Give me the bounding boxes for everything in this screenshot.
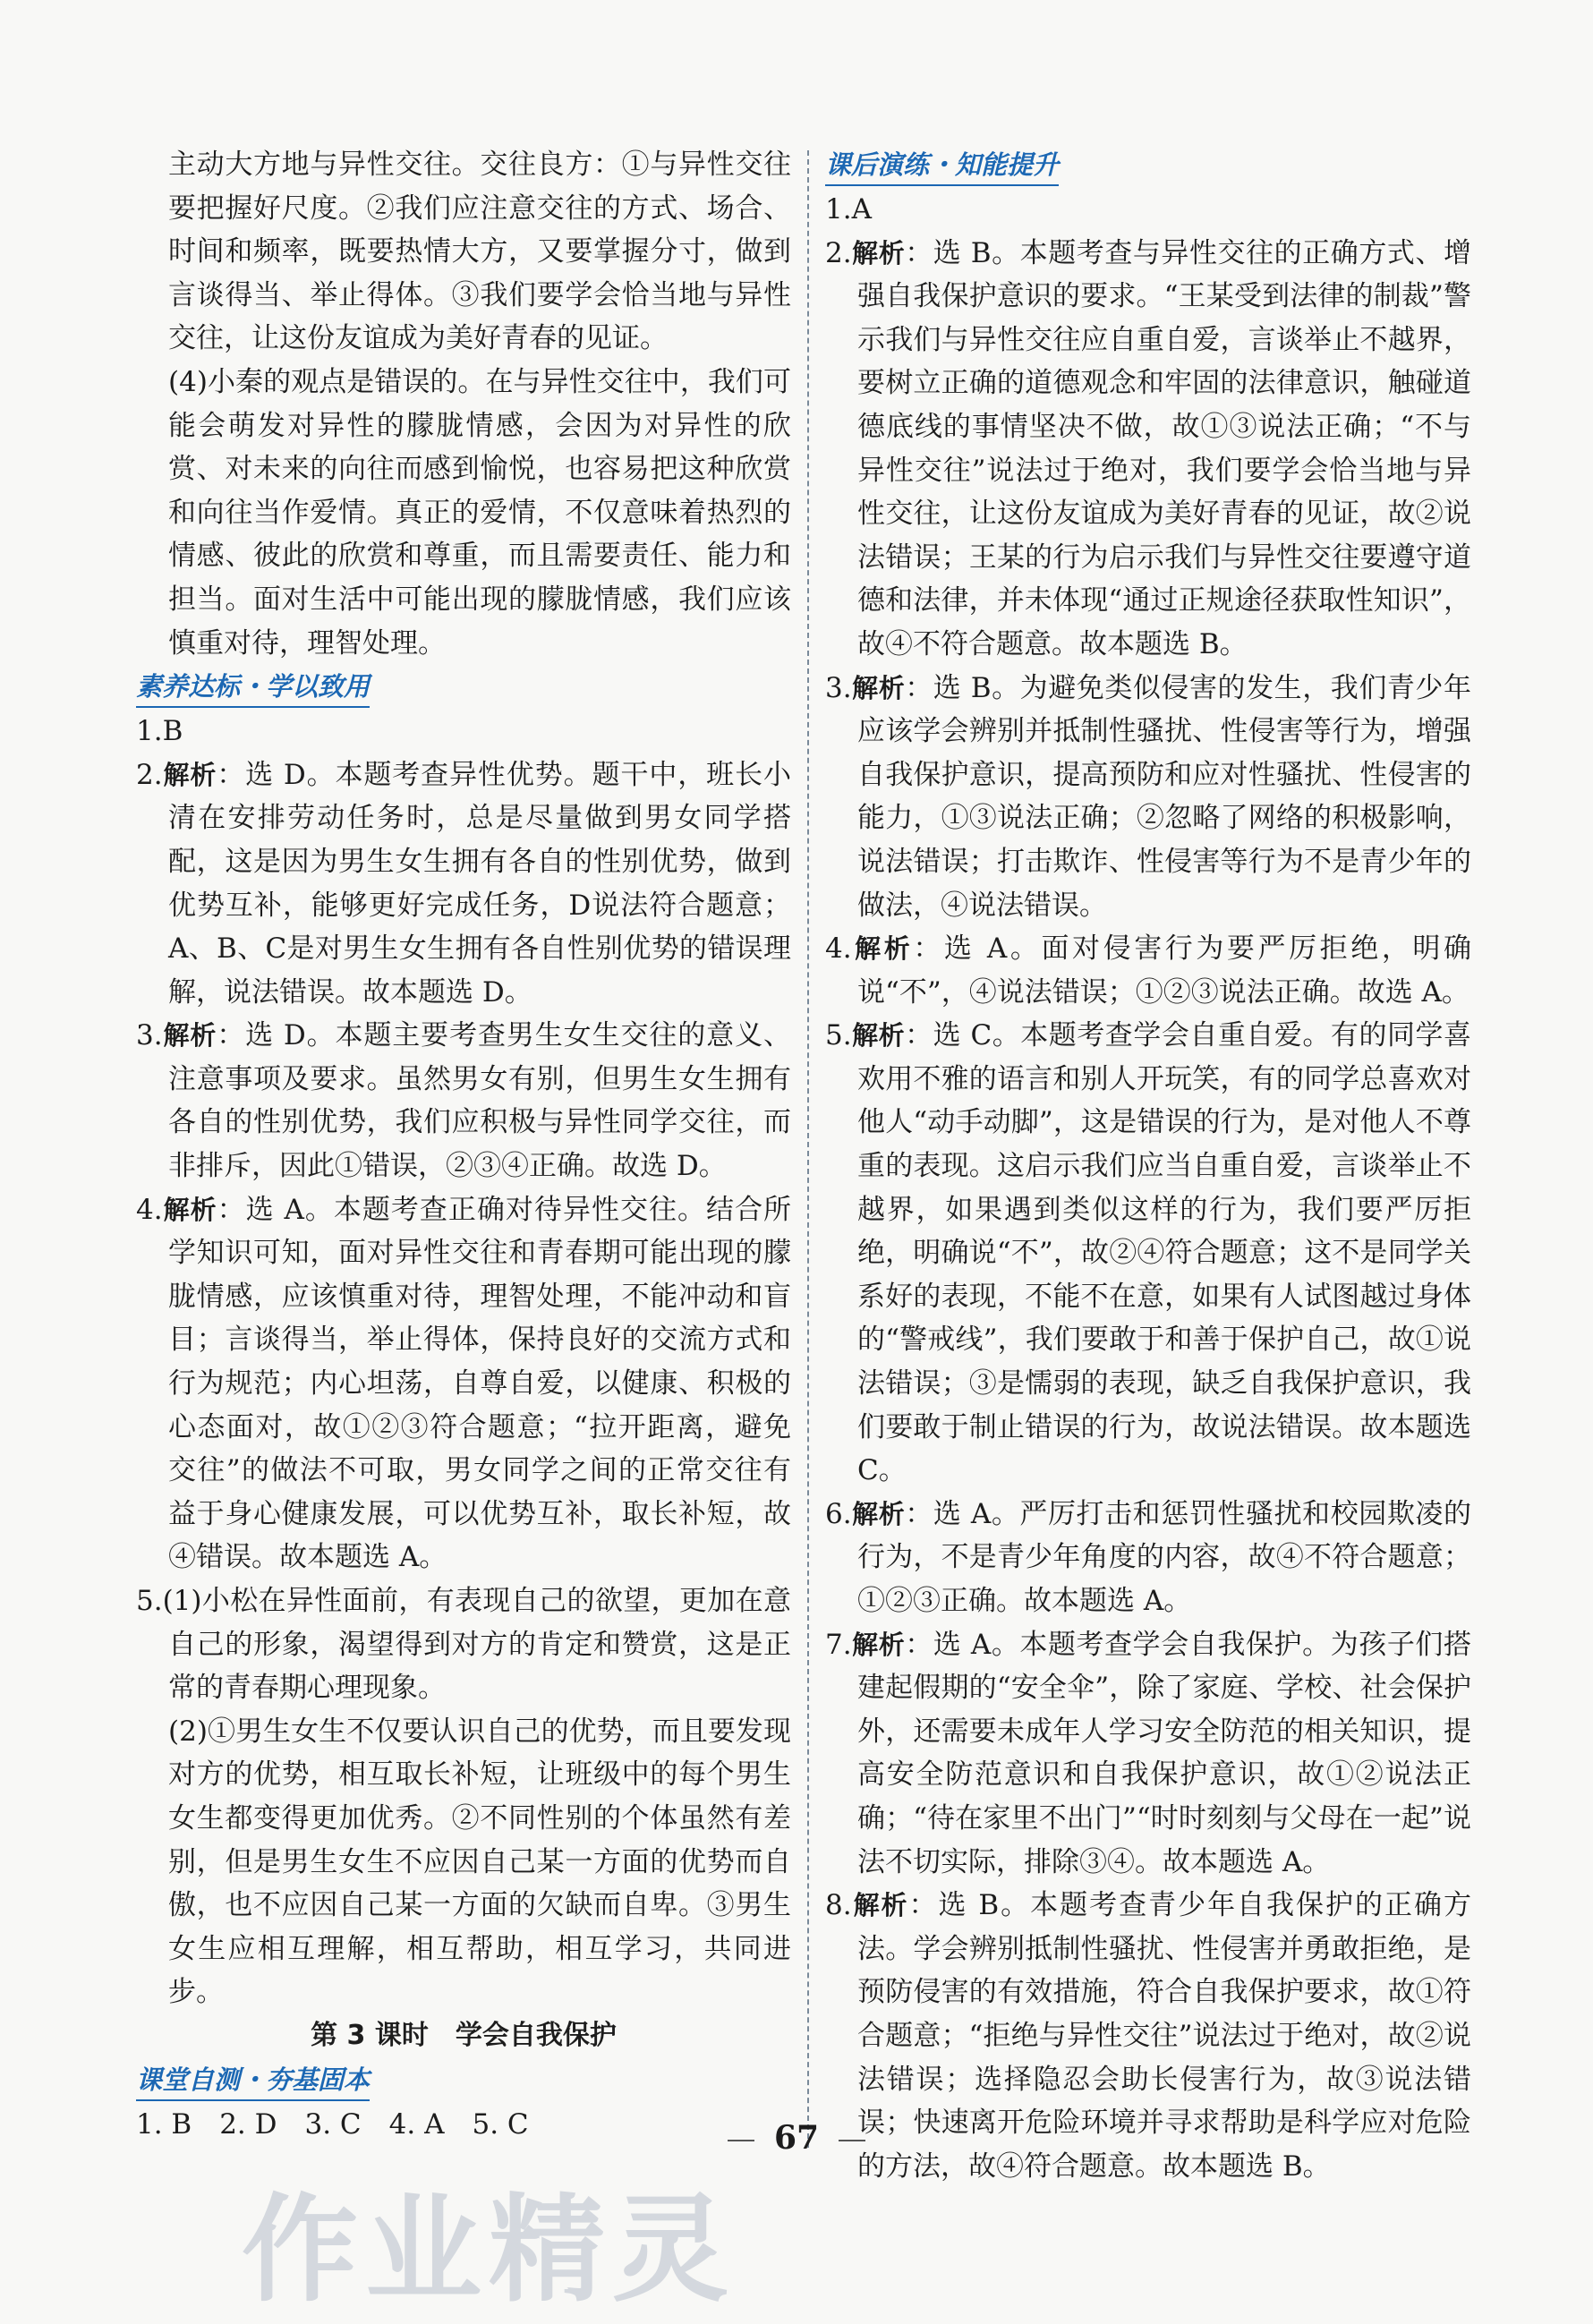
footer-rule-right [839,2140,865,2141]
footer-rule-left [728,2140,754,2141]
right-column [825,143,1471,2188]
column-divider [807,150,809,2148]
continued-paragraph: 主动大方地与异性交往。交往良方：①与异性交往要把握好尺度。②我们应注意交往的方式、场合、时间和频率，既要热情大方，又要掌握分寸，做到言谈得当、举止得体。③我们要学会恰当地与异性交往，让这份友谊成为美好青春的见证。 [168,149,791,355]
page-number: 67 [773,2119,820,2157]
item-keyword: 解析 [851,237,906,268]
item-number: 5. [136,1585,163,1617]
section-heading-practice: 素养达标・学以致用 [136,667,370,708]
answer-item [136,1188,791,1579]
answer-subitem: (2)①男生女生不仅要认识自己的优势，而且要发现对方的优势，相互取长补短，让班级中的每个男生女生都变得更加优秀。②不同性别的个体虽然有差别，但是男生女生不应因自己某一方面的优势而自傲，也不应因自己某一方面的欠缺而自卑。③男生女生应相互理解，相互帮助，相互学习，共同进步。 [168,1715,791,2009]
section-heading-selftest: 课堂自测・夯基固本 [136,2060,370,2101]
answer-item [825,927,1471,1014]
item-text: ：选 B。本题考查青少年自我保护的正确方法。学会辨别抵制性骚扰、性侵害并勇敢拒绝，是预防侵害的有效措施，符合自我保护要求，故①符合题意；“拒绝与异性交往”说法过于绝对，故②说法错误；选择隐忍会助长侵害行为，故③说法错误；快速离开危险环境并寻求帮助是科学应对危险的方法，故④符合题意。故本题选 B。 [857,1889,1471,2183]
answer-item [825,1493,1471,1623]
item-text: ：选 A。本题考查正确对待异性交往。结合所学知识可知，面对异性交往和青春期可能出现的朦胧情感，应该慎重对待，理智处理，不能冲动和盲目；言谈得当，举止得体，保持良好的交流方式和行为规范；内心坦荡，自尊自爱，以健康、积极的心态面对，故①②③符合题意；“拉开距离，避免交往”的做法不可取，男女同学之间的正常交往有益于身心健康发展，可以优势互补，取长补短，故④错误。故本题选 A。 [168,1193,791,1574]
item-number: 3. [136,1019,163,1052]
item-text: B [162,715,183,748]
item-text: ：选 B。为避免类似侵害的发生，我们青少年应该学会辨别并抵制性骚扰、性侵害等行为，增强自我保护意识，提高预防和应对性骚扰、性侵害的能力，①③说法正确；②忽略了网络的积极影响，说法错误；打击欺诈、性侵害等行为不是青少年的做法，④说法错误。 [857,671,1471,922]
item-text: ：选 D。本题考查异性优势。题干中，班长小清在安排劳动任务时，总是尽量做到男女同学搭配，这是因为男生女生拥有各自的性别优势，做到优势互补，能够更好完成任务，D说法符合题意；A、B、C是对男生女生拥有各自性别优势的错误理解，说法错误。故本题选 D。 [168,758,791,1009]
quick-answers: 1. B 2. D 3. C 4. A 5. C [136,2107,529,2141]
answer-item [136,753,791,1015]
section-heading-after-class: 课后演练・知能提升 [825,145,1059,186]
item-text: ：选 D。本题主要考查男生女生交往的意义、注意事项及要求。虽然男女有别，但男生女生拥有各自的性别优势，我们应积极与异性同学交往，而非排斥，因此①错误，②③④正确。故选 D。 [168,1019,791,1183]
item-number: 2. [136,758,163,791]
item-keyword: 解析 [851,1498,906,1529]
item-keyword: 解析 [162,1020,217,1051]
item-keyword: 解析 [851,1629,906,1660]
answer-item [825,232,1471,667]
left-column [136,143,791,2146]
item-text: ：选 A。面对侵害行为要严厉拒绝，明确说“不”，④说法错误；①②③说法正确。故选 A。 [857,932,1471,1009]
item-keyword: 解析 [851,1890,909,1921]
item-text: ：选 A。严厉打击和惩罚性骚扰和校园欺凌的行为，不是青少年角度的内容，故④不符合题意；①②③正确。故本题选 A。 [857,1497,1471,1617]
item-keyword: 解析 [851,1020,906,1051]
item-keyword: 解析 [851,672,906,703]
item-number: 4. [136,1193,163,1226]
item-number: 6. [825,1497,852,1530]
watermark-logo: 作业精灵 [242,2182,737,2318]
item-number: 3. [825,671,852,704]
answer-item [825,1014,1471,1493]
item-number: 8. [825,1889,852,1922]
item-text: ：选 C。本题考查学会自重自爱。有的同学喜欢用不雅的语言和别人开玩笑，有的同学总喜欢对他人“动手动脚”，这是错误的行为，是对他人不尊重的表现。这启示我们应当自重自爱，言谈举止不越界，如果遇到类似这样的行为，我们要严厉拒绝，明确说“不”，故②④符合题意；这不是同学关系好的表现，不能不在意，如果有人试图越过身体的“警戒线”，我们要敢于和善于保护自己，故①说法错误；③是懦弱的表现，缺乏自我保护意识，我们要敢于制止错误的行为，故说法错误。故本题选 C。 [857,1019,1471,1487]
lesson-title: 第 3 课时 学会自我保护 [311,2019,617,2051]
item-number: 2. [825,236,852,269]
item-text: A [851,193,872,226]
continued-paragraph: (4)小秦的观点是错误的。在与异性交往中，我们可能会萌发对异性的朦胧情感，会因为对异性的欣赏、对未来的向往而感到愉悦，也容易把这种欣赏和向往当作爱情。真正的爱情，不仅意味着热烈的情感、彼此的欣赏和尊重，而且需要责任、能力和担当。面对生活中可能出现的朦胧情感，我们应该慎重对待，理智处理。 [168,365,791,660]
item-text: ：选 A。本题考查学会自我保护。为孩子们搭建起假期的“安全伞”，除了家庭、学校、社会保护外，还需要未成年人学习安全防范的相关知识，提高安全防范意识和自我保护意识，故①②说法正确；“待在家里不出门”“时时刻刻与父母在一起”说法不切实际，排除③④。故本题选 A。 [857,1628,1471,1878]
item-text: ：选 B。本题考查与异性交往的正确方式、增强自我保护意识的要求。“王某受到法律的制裁”警示我们与异性交往应自重自爱，言谈举止不越界，要树立正确的道德观念和牢固的法律意识，触碰道德底线的事情坚决不做，故①③说法正确；“不与异性交往”说法过于绝对，我们要学会恰当地与异性交往，让这份友谊成为美好青春的见证，故②说法错误；王某的行为启示我们与异性交往要遵守道德和法律，并未体现“通过正规途径获取性知识”，故④不符合题意。故本题选 B。 [857,236,1471,660]
answer-item [136,1579,791,1710]
answer-item [136,710,791,753]
item-number: 1. [136,715,163,748]
answer-item [825,188,1471,232]
answer-item [825,667,1471,928]
item-number: 7. [825,1628,852,1661]
item-keyword: 解析 [851,933,914,965]
item-number: 1. [825,193,852,226]
page-footer [0,2119,1593,2157]
item-number: 4. [825,932,852,966]
item-number: 5. [825,1019,852,1052]
item-keyword: 解析 [162,1194,217,1225]
item-keyword: 解析 [162,759,217,790]
item-text: (1)小松在异性面前，有表现自己的欲望，更加在意自己的形象，渴望得到对方的肯定和赞赏，这是正常的青春期心理现象。 [162,1585,791,1705]
answer-item [825,1623,1471,1885]
answer-item [136,1014,791,1188]
